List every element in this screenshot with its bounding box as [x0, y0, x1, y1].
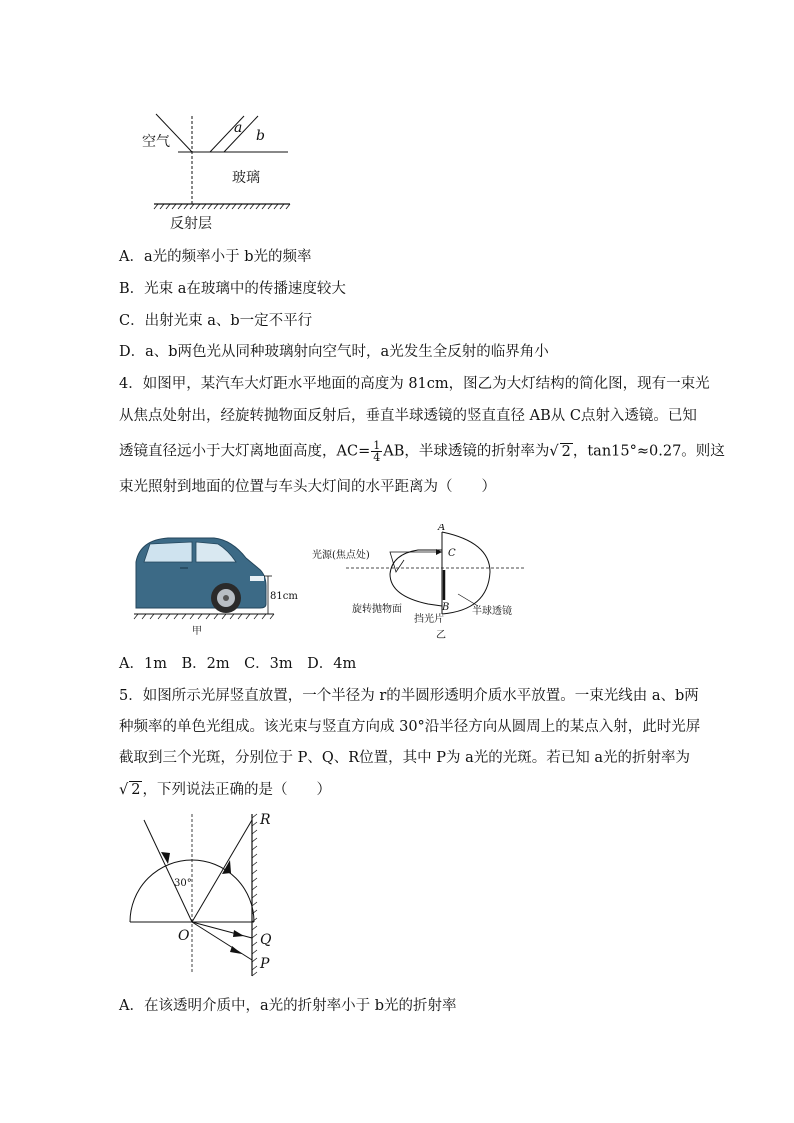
q4-line-3-part-c: ，tan15°≈0.27。则这 [572, 443, 725, 460]
label-o: O [178, 928, 190, 944]
q4-line-3-part-a: 透镜直径远小于大灯离地面高度，AC= [119, 443, 371, 460]
label-point-c: C [448, 548, 456, 559]
label-height: 81cm [270, 591, 298, 602]
label-yi: 乙 [436, 630, 446, 641]
q4-line-4: 束光照射到地面的位置与车头大灯间的水平距离为（ ） [119, 479, 496, 495]
label-reflective: 反射层 [170, 216, 212, 232]
q3-option-c: C．出射光束 a、b一定不平行 [119, 313, 313, 329]
q3-option-b: B．光束 a在玻璃中的传播速度较大 [119, 281, 346, 297]
q3-option-a: A．a光的频率小于 b光的频率 [119, 249, 312, 265]
label-air: 空气 [142, 134, 170, 150]
q4-line-2: 从焦点处射出，经旋转抛物面反射后，垂直半球透镜的竖直直径 AB从 C点射入透镜。已知 [119, 408, 697, 424]
q5-option-a: A．在该透明介质中，a光的折射率小于 b光的折射率 [119, 998, 457, 1014]
q5-line-3: 截取到三个光斑，分别位于 P、Q、R位置，其中 P为 a光的光斑。若已知 a光的折射率为 [119, 750, 691, 766]
car-illustration [136, 538, 266, 613]
figure-car-headlight [128, 524, 528, 644]
label-parabolic: 旋转抛物面 [352, 604, 402, 615]
q4-fraction-num: 1 [373, 439, 381, 452]
q5-sqrt: 2 [131, 782, 141, 798]
q4-line-3: 透镜直径远小于大灯离地面高度，AC= $\frac{1}{4}$ AB，半球透镜的折射率为√ 2 ，tan15°≈0.27。则这 [119, 439, 725, 464]
label-shield: 挡光片 [414, 614, 444, 625]
q4-fraction-den: 4 [373, 451, 381, 464]
q5-line-4-text: ，下列说法正确的是（ ） [142, 782, 331, 798]
label-b: b [256, 128, 265, 144]
q4-fraction [371, 440, 382, 463]
q5-line-4: √ 2 ，下列说法正确的是（ ） [119, 782, 331, 798]
q4-options: A．1m B．2m C．3m D．4m [119, 656, 357, 672]
label-point-b: B [442, 602, 450, 613]
label-lens: 半球透镜 [472, 606, 512, 617]
label-point-a: A [438, 524, 446, 533]
q4-sqrt: 2 [561, 443, 571, 460]
light-ray [390, 552, 442, 572]
label-source: 光源(焦点处) [312, 550, 370, 561]
ray-to-r [192, 820, 252, 922]
q3-option-d: D．a、b两色光从同种玻璃射向空气时，a光发生全反射的临界角小 [119, 344, 549, 360]
label-jia: 甲 [192, 626, 202, 637]
q4-line-1: 4．如图甲，某汽车大灯距水平地面的高度为 81cm，图乙为大灯结构的简化图，现有一束光 [119, 376, 710, 392]
q5-line-2: 种频率的单色光组成。该光束与竖直方向成 30°沿半径方向从圆周上的某点入射，此时光屏 [119, 719, 701, 735]
figure-glass-reflection [140, 108, 300, 236]
ray-to-p [192, 922, 252, 960]
q4-line-3-part-b: AB，半球透镜的折射率为 [383, 443, 550, 460]
label-r: R [260, 812, 271, 828]
parabolic-reflector [390, 550, 442, 606]
label-glass: 玻璃 [232, 170, 260, 186]
label-q: Q [260, 932, 272, 948]
figure-semicircle-screen [126, 810, 286, 980]
label-a: a [234, 120, 243, 136]
incident-ray [144, 820, 192, 922]
label-p: P [260, 956, 270, 972]
q5-line-1: 5．如图所示光屏竖直放置，一个半径为 r的半圆形透明介质水平放置。一束光线由 a、b两 [119, 688, 699, 704]
label-angle: 30° [174, 878, 192, 889]
